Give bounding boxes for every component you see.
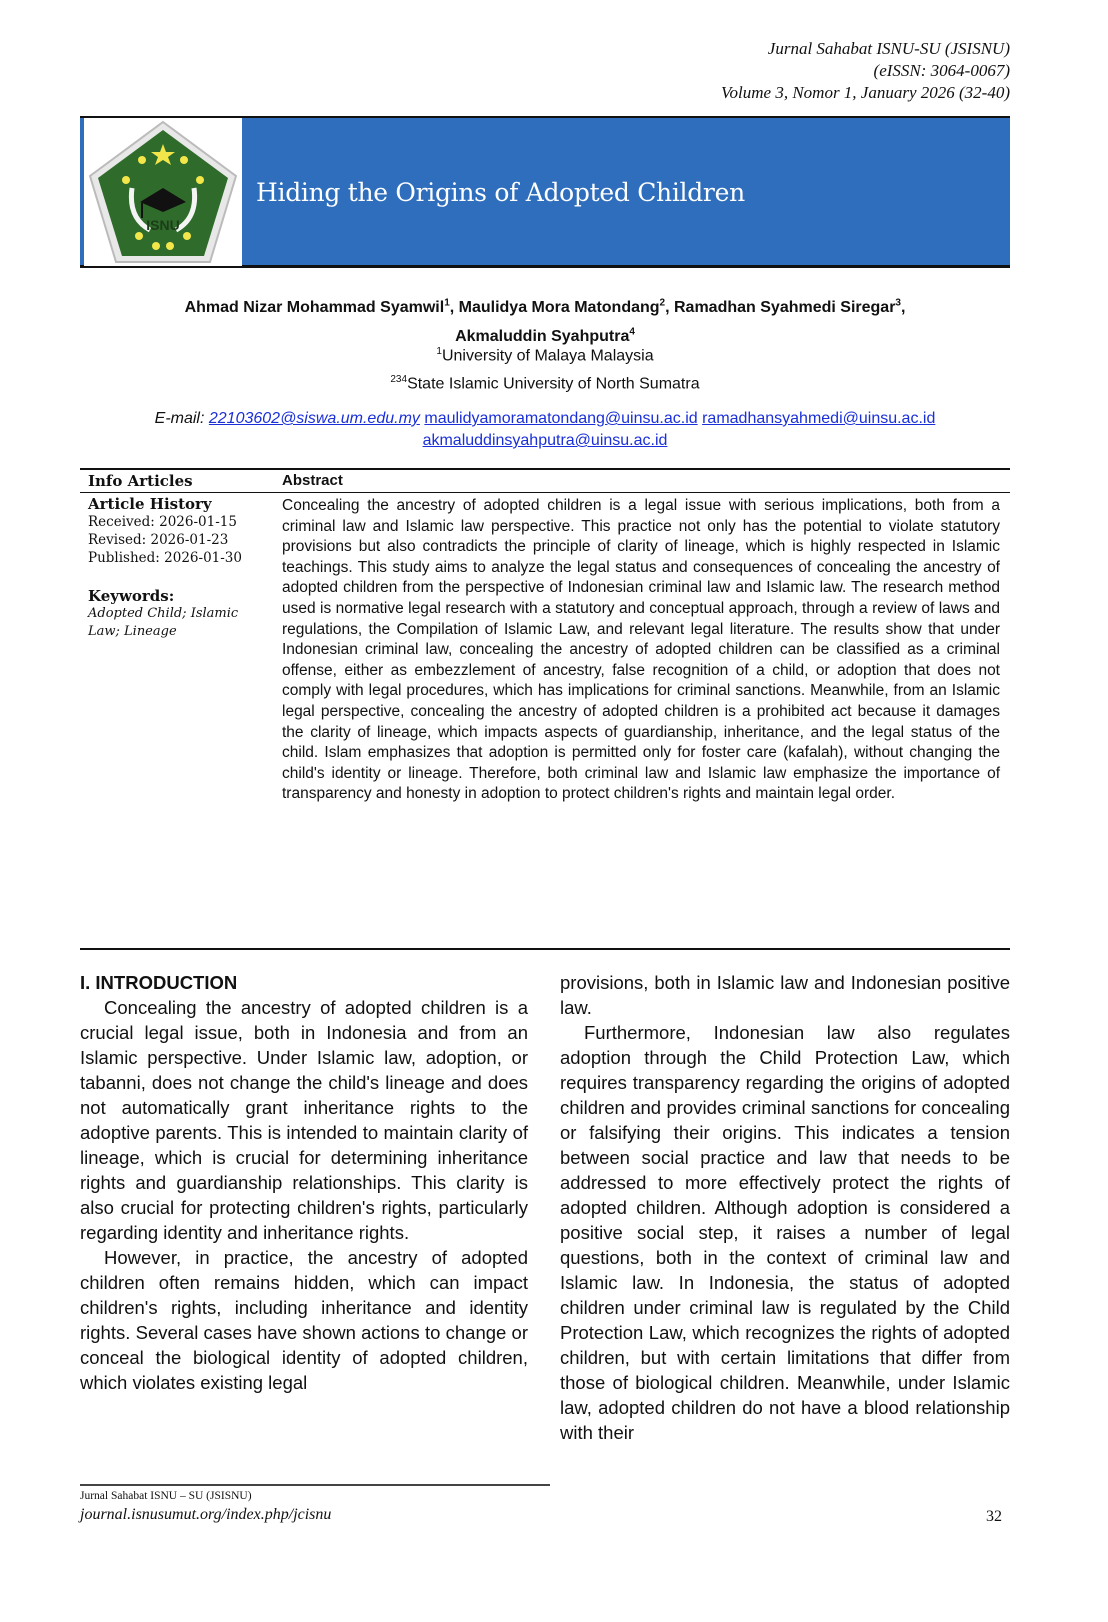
revised-date: Revised: 2026-01-23 <box>88 532 229 548</box>
affiliation: $^{234}$State Islamic University of North Sumatra <box>390 374 700 393</box>
journal-volume: Volume 3, Nomor 1, January 2026 (32-40) <box>721 83 1010 102</box>
isnu-logo-icon <box>84 118 242 266</box>
affiliation: $^1$University of Malaya Malaysia <box>436 346 654 365</box>
email-link[interactable]: maulidyamoramatondang@uinsu.ac.id <box>424 410 698 427</box>
footer-url[interactable]: journal.isnusumut.org/index.php/jcisnu <box>80 1506 332 1523</box>
paragraph-continued: provisions, both in Islamic law and Indonesian positive law. <box>560 972 1010 1018</box>
email-list <box>80 408 1010 452</box>
body-column-left <box>80 970 528 1395</box>
author: Akmaluddin Syahputra$^4$ <box>455 326 635 345</box>
author: Maulidya Mora Matondang$^2$, <box>458 298 674 317</box>
email-link[interactable]: ramadhansyahmedi@uinsu.ac.id <box>702 410 936 427</box>
keywords: Adopted Child; Islamic Law; Lineage <box>88 606 239 639</box>
journal-issn: (eISSN: 3064-0067) <box>873 61 1010 80</box>
email-link[interactable]: 22103602@siswa.um.edu.my <box>208 410 420 427</box>
journal-name: Jurnal Sahabat ISNU-SU (JSISNU) <box>767 39 1010 58</box>
title-banner <box>80 116 1010 268</box>
divider <box>80 948 1010 950</box>
paragraph: However, in practice, the ancestry of adopted children often remains hidden, which can impact children's rights, including inheritance and identity rights. Several cases have shown actions to change or conceal the biological identity of adopted children, which violates existing legal <box>80 1247 528 1393</box>
page-number: 32 <box>986 1508 1002 1525</box>
article-title: Hiding the Origins of Adopted Children <box>256 178 745 207</box>
email-link[interactable]: akmaluddinsyahputra@uinsu.ac.id <box>422 432 668 449</box>
abstract-text: Concealing the ancestry of adopted children is a legal issue with serious implications, both from a criminal law and Islamic law perspective. This practice not only has the potential to violate statutory provisions but also contradicts the principle of clarity of lineage, which is highly respected in Islamic teachings. This study aims to analyze the legal status and consequences of concealing the ancestry of adopted children from the perspective of Indonesian criminal law and Islamic law. The research method used is normative legal research with a statutory and conceptual approach, through a review of laws and regulations, the Compilation of Islamic Law, and relevant legal literature. The results show that under Indonesian criminal law, concealing the ancestry of adopted children can be classified as a criminal offense, either as embezzlement of ancestry, false recognition of a child, or adoption that does not comply with legal procedures, which has implications for criminal sanctions. Meanwhile, from an Islamic legal perspective, concealing the ancestry of adopted children is a prohibited act because it damages the clarity of lineage, which impacts aspects of guardianship, inheritance, and the legal status of the child. Islam emphasizes that adoption is permitted only for foster care (kafalah), without changing the child's identity or lineage. Therefore, both criminal law and Islamic law emphasize the importance of transparency and honesty in adoption to protect children's rights and maintain legal order. <box>282 497 1000 803</box>
journal-header <box>721 38 1010 104</box>
author: Ahmad Nizar Mohammad Syamwil$^1$, <box>184 298 459 317</box>
author: Ramadhan Syahmedi Siregar$^3$, <box>674 298 906 317</box>
footer-divider <box>80 1484 550 1486</box>
published-date: Published: 2026-01-30 <box>88 550 242 566</box>
keywords-title: Keywords: <box>88 587 175 605</box>
paragraph: Furthermore, Indonesian law also regulates adoption through the Child Protection Law, which requires transparency regarding the origins of adopted children and provides criminal sanctions for concealing or falsifying their origins. This indicates a tension between social practice and law that needs to be addressed to more effectively protect the rights of adopted children. Although adoption is considered a positive social step, it raises a number of legal questions, both in the context of criminal law and Islamic law. In Indonesia, the status of adopted children under criminal law is regulated by the Child Protection Law, which recognizes the rights of adopted children, but with certain limitations that differ from those of biological children. Meanwhile, under Islamic law, adopted children do not have a blood relationship with their <box>560 1022 1010 1443</box>
body-column-right <box>560 970 1010 1445</box>
history-title: Article History <box>88 495 212 513</box>
received-date: Received: 2026-01-15 <box>88 514 237 530</box>
footer-journal-name: Jurnal Sahabat ISNU – SU (JSISNU) <box>80 1490 252 1502</box>
affiliations <box>80 340 1010 397</box>
abstract-header: Abstract <box>282 472 343 489</box>
section-title: I. INTRODUCTION <box>80 972 238 993</box>
divider <box>80 468 1010 470</box>
info-header: Info Articles <box>88 472 193 490</box>
paragraph: Concealing the ancestry of adopted children is a crucial legal issue, both in Indonesia and from an Islamic perspective. Under Islamic law, adoption, or tabanni, does not change the child's lineage and does not automatically grant inheritance rights to the adoptive parents. This is intended to maintain clarity of lineage, which is crucial for determining inheritance rights and guardianship relationships. This clarity is also crucial for protecting children's rights, particularly regarding identity and inheritance rights. <box>80 997 528 1243</box>
article-info <box>88 472 268 641</box>
svg-text:ISNU: ISNU <box>146 217 180 233</box>
email-label: E-mail: <box>154 410 205 427</box>
